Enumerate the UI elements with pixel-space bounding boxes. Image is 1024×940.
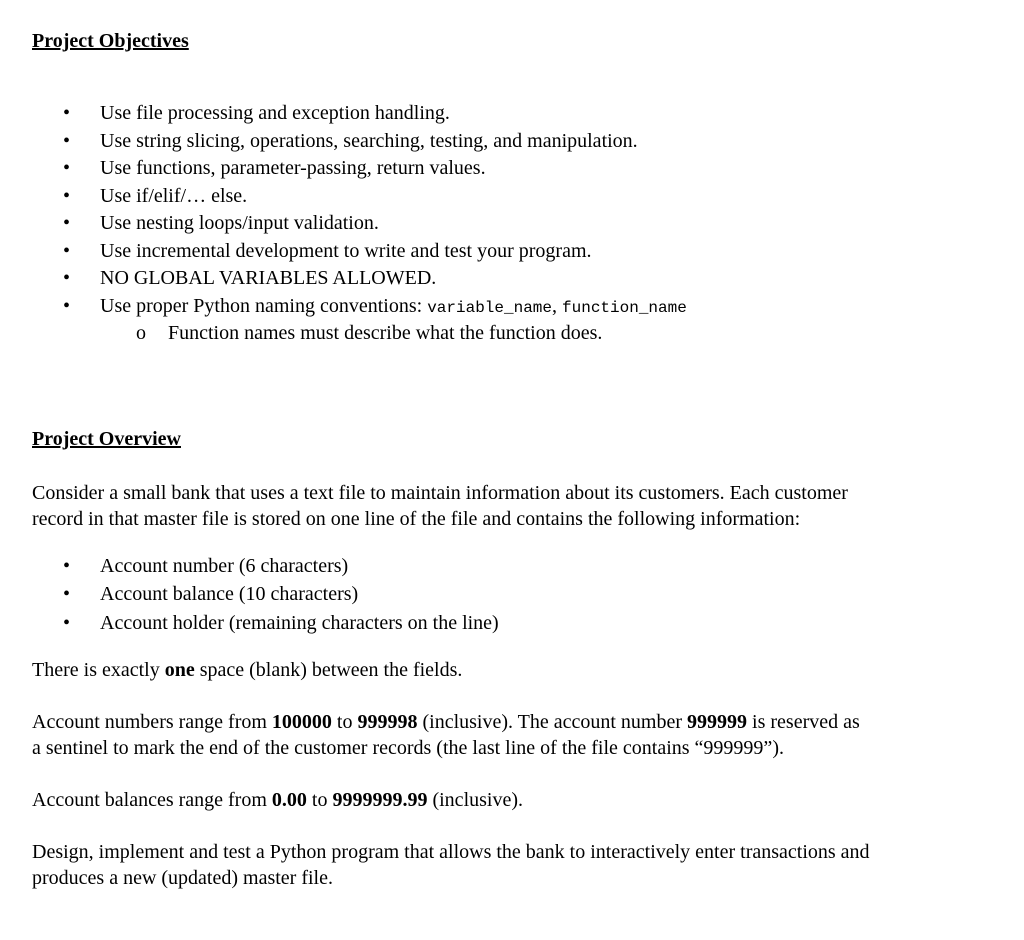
space-text: space (blank) between the fields.	[194, 659, 463, 681]
code-function-name: function_name	[562, 298, 687, 317]
list-item	[32, 580, 992, 609]
list-item	[32, 552, 992, 581]
range-max: 999998	[357, 711, 418, 733]
objective-text: Use functions, parameter-passing, return values.	[100, 157, 486, 179]
objectives-list	[32, 100, 992, 320]
bullet-icon: •	[63, 611, 71, 634]
bullet-icon: •	[63, 157, 71, 179]
sub-objective-text: Function names must describe what the function does.	[168, 322, 603, 344]
list-item	[32, 609, 992, 638]
intro-line: Consider a small bank that uses a text file to maintain information about its customers. Each customer	[32, 481, 848, 504]
field-text: Account number (6 characters)	[100, 554, 349, 577]
overview-intro	[32, 480, 992, 532]
field-text: Account holder (remaining characters on the line)	[100, 611, 499, 634]
bullet-icon: •	[63, 102, 71, 124]
range-text: Account numbers range from	[32, 711, 272, 733]
space-text: There is exactly	[32, 659, 165, 681]
bullet-icon: •	[63, 184, 71, 207]
design-text: produces a new (updated) master file.	[32, 867, 333, 889]
fields-list	[32, 552, 992, 638]
balance-text: Account balances range from	[32, 789, 272, 811]
bullet-icon: •	[63, 294, 71, 317]
objectives-sublist	[32, 320, 992, 348]
list-item	[32, 238, 992, 266]
objective-text: Use if/elif/… else.	[100, 184, 248, 207]
code-variable-name: variable_name	[427, 298, 553, 317]
bullet-icon: •	[63, 267, 71, 289]
objectives-heading: Project Objectives	[32, 30, 189, 52]
intro-line: record in that master file is stored on one line of the file and contains the following information:	[32, 507, 801, 530]
list-item	[32, 320, 992, 348]
balance-text: (inclusive).	[427, 789, 523, 811]
list-item	[32, 183, 992, 211]
bullet-icon: •	[63, 583, 71, 605]
space-bold: one	[164, 659, 195, 681]
design-paragraph	[32, 839, 992, 891]
bullet-icon: •	[63, 554, 71, 577]
field-text: Account balance (10 characters)	[100, 583, 359, 605]
range-text: is reserved as	[747, 711, 860, 733]
objective-text: Use incremental development to write and test your program.	[100, 239, 592, 262]
range-text: (inclusive). The account number	[417, 711, 688, 733]
bullet-icon: •	[63, 212, 71, 234]
overview-heading: Project Overview	[32, 427, 181, 450]
list-item	[32, 265, 992, 293]
list-item	[32, 210, 992, 238]
naming-separator: ,	[552, 294, 563, 317]
document-page	[32, 28, 992, 891]
naming-text: Use proper Python naming conventions:	[100, 294, 428, 317]
list-item	[32, 155, 992, 183]
range-text: a sentinel to mark the end of the customer records (the last line of the file contains “999999”).	[32, 737, 784, 759]
balance-text: to	[306, 789, 333, 811]
space-paragraph	[32, 657, 992, 683]
list-item	[32, 128, 992, 156]
range-min: 100000	[271, 711, 332, 733]
bullet-icon: •	[63, 129, 71, 152]
objective-text: Use file processing and exception handling.	[100, 102, 450, 124]
bullet-icon: •	[63, 239, 71, 262]
balance-min: 0.00	[271, 789, 307, 811]
range-paragraph	[32, 709, 992, 761]
range-sentinel: 999999	[687, 711, 748, 733]
balance-paragraph	[32, 787, 992, 813]
list-item	[32, 293, 992, 321]
range-text: to	[331, 711, 358, 733]
objective-text: Use string slicing, operations, searching, testing, and manipulation.	[100, 129, 638, 152]
sub-bullet-icon: o	[136, 322, 146, 344]
objective-text: NO GLOBAL VARIABLES ALLOWED.	[100, 267, 437, 289]
objective-text: Use nesting loops/input validation.	[100, 212, 379, 234]
design-text: Design, implement and test a Python program that allows the bank to interactively enter transactions and	[32, 841, 870, 863]
list-item	[32, 100, 992, 128]
balance-max: 9999999.99	[332, 789, 428, 811]
